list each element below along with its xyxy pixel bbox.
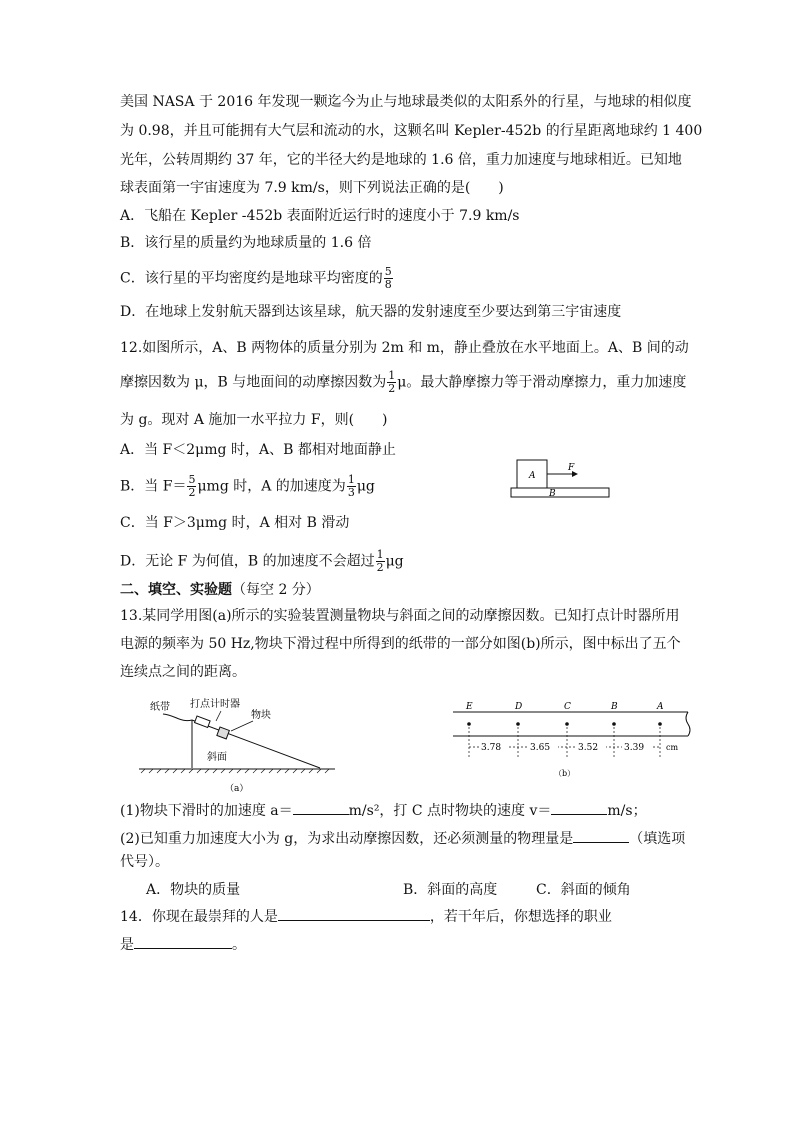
q11-option-d: D．在地球上发射航天器到达该星球，航天器的发射速度至少要达到第三宇宙速度 — [120, 304, 622, 320]
q11-option-c-text: C．该行星的平均密度约是地球平均密度的 — [120, 270, 383, 287]
point-label-e: E — [466, 702, 473, 712]
block-label: 物块 — [251, 710, 271, 721]
q12-line-3: 为 g。现对 A 施加一水平拉力 F，则( ) — [120, 412, 388, 428]
fraction — [384, 266, 393, 291]
q12-line-2-text-b: μ。最大静摩擦力等于滑动摩擦力，重力加速度 — [397, 374, 687, 391]
fraction — [347, 474, 356, 499]
q12-option-b-text-a: B．当 F＝ — [120, 478, 187, 495]
fraction-numerator: 1 — [347, 473, 355, 486]
timer-pointer — [216, 711, 221, 721]
q13-part-1-text-c: m/s； — [607, 803, 647, 819]
block-b-label: B — [549, 489, 556, 499]
q13-figure-a — [135, 693, 345, 795]
idol-blank[interactable] — [278, 906, 430, 921]
section-2-note: （每空 2 分） — [232, 582, 320, 598]
section-2-title: 二、填空、实验题 — [120, 582, 232, 598]
point-label-b: B — [611, 702, 618, 712]
q13-part-1-text-b: m/s²，打 C 点时物块的速度 v＝ — [348, 803, 552, 819]
fraction-denominator: 2 — [388, 382, 396, 395]
distance-ed: 3.78 — [481, 743, 502, 753]
distance-cb: 3.52 — [578, 743, 599, 753]
q13-option-c: C．斜面的倾角 — [536, 882, 631, 898]
q13-option-b: B．斜面的高度 — [403, 882, 498, 898]
fraction — [187, 474, 196, 499]
fraction-denominator: 2 — [376, 561, 384, 574]
q13-part-1-text-a: (1)物块下滑时的加速度 a＝ — [120, 803, 293, 819]
q12-option-b — [120, 474, 375, 499]
q14-text-a: 14．你现在最崇拜的人是 — [120, 909, 278, 925]
q13-figure-b — [448, 697, 694, 782]
point-a — [658, 722, 662, 726]
force-label: F — [568, 463, 575, 473]
ground-hatch — [141, 769, 329, 773]
block-shape — [217, 727, 230, 739]
acceleration-blank[interactable] — [293, 800, 349, 815]
career-blank[interactable] — [134, 934, 232, 949]
q12-option-d — [120, 549, 404, 574]
block-pointer — [231, 721, 253, 731]
q13-part-2 — [120, 828, 685, 849]
tape-torn-end — [686, 712, 690, 736]
q13-part-1 — [120, 800, 647, 821]
block-b — [511, 488, 609, 497]
point-e — [467, 722, 471, 726]
q13-line-3: 连续点之间的距离。 — [120, 664, 246, 680]
q13-part-2-text-b: （填选项 — [629, 831, 686, 847]
fraction — [376, 549, 385, 574]
timer-box — [195, 716, 211, 727]
quantity-blank[interactable] — [573, 828, 629, 843]
velocity-blank[interactable] — [551, 800, 607, 815]
timer-label: 打点计时器 — [190, 699, 240, 710]
q12-option-b-text-c: μg — [356, 478, 375, 495]
tape-label: 纸带 — [150, 702, 170, 713]
point-c — [565, 722, 569, 726]
q12-blocks-figure — [500, 455, 620, 505]
q13-part-2-cont: 代号）。 — [120, 854, 169, 870]
q11-line-3: 光年，公转周期约 37 年，它的半径大约是地球的 1.6 倍，重力加速度与地球相近。已知地 — [120, 152, 682, 168]
q13-part-2-text-a: (2)已知重力加速度大小为 g，为求出动摩擦因数，还必须测量的物理量是 — [120, 831, 574, 847]
q13-option-a: A．物块的质量 — [146, 882, 241, 898]
q13-line-2: 电源的频率为 50 Hz,物块下滑过程中所得到的纸带的一部分如图(b)所示，图中标出了五个 — [120, 636, 681, 652]
q14-line-1 — [120, 906, 612, 927]
q14-text-c: 是 — [120, 937, 134, 953]
q13-line-1: 13.某同学用图(a)所示的实验装置测量物块与斜面之间的动摩擦因数。已知打点计时器所用 — [120, 608, 680, 624]
q12-option-a: A．当 F＜2μmg 时，A、B 都相对地面静止 — [120, 442, 396, 458]
block-a-label: A — [529, 471, 536, 481]
q14-text-b: ，若干年后，你想选择的职业 — [429, 909, 612, 925]
q12-option-b-text-b: μmg 时，A 的加速度为 — [197, 478, 346, 495]
fraction-numerator: 1 — [376, 548, 384, 561]
point-d — [516, 722, 520, 726]
q12-option-d-text-b: μg — [385, 553, 404, 570]
fraction-denominator: 8 — [384, 278, 392, 291]
figure-a-caption: （a） — [225, 784, 249, 794]
q11-option-c — [120, 266, 394, 291]
q11-line-4: 球表面第一宇宙速度为 7.9 km/s，则下列说法正确的是( ) — [120, 180, 504, 196]
q14-text-d: 。 — [232, 937, 246, 953]
fraction-denominator: 3 — [347, 486, 355, 499]
unit-label: cm — [666, 743, 679, 752]
fraction-numerator: 1 — [388, 369, 396, 382]
q12-line-2 — [120, 370, 686, 395]
q11-option-a: A．飞船在 Kepler -452b 表面附近运行时的速度小于 7.9 km/s — [120, 208, 520, 224]
fraction-numerator: 5 — [384, 265, 392, 278]
point-label-c: C — [564, 702, 571, 712]
section-2-heading — [120, 580, 320, 600]
figure-b-caption: （b） — [554, 769, 576, 778]
q12-option-d-text-a: D．无论 F 为何值，B 的加速度不会超过 — [120, 553, 375, 570]
point-b — [612, 722, 616, 726]
fraction-denominator: 2 — [188, 486, 196, 499]
q11-line-2: 为 0.98，并且可能拥有大气层和流动的水，这颗名叫 Kepler-452b 的行星距离地球约 1 400 — [120, 123, 703, 139]
point-label-a: A — [657, 702, 664, 712]
paper-tape — [163, 714, 192, 721]
fraction — [387, 370, 396, 395]
fraction-numerator: 5 — [188, 473, 196, 486]
point-label-d: D — [515, 702, 523, 712]
q14-line-2 — [120, 934, 246, 955]
q12-line-1: 12.如图所示，A、B 两物体的质量分别为 2m 和 m，静止叠放在水平地面上。A、B 间的动 — [120, 340, 689, 356]
q11-option-b: B．该行星的质量约为地球质量的 1.6 倍 — [120, 235, 372, 251]
q12-line-2-text-a: 摩擦因数为 μ，B 与地面间的动摩擦因数为 — [120, 374, 387, 391]
distance-ba: 3.39 — [624, 743, 645, 753]
incline-label: 斜面 — [207, 752, 227, 763]
distance-dc: 3.65 — [530, 743, 551, 753]
q11-line-1: 美国 NASA 于 2016 年发现一颗迄今为止与地球最类似的太阳系外的行星，与地球的相似度 — [120, 94, 692, 110]
q12-option-c: C．当 F＞3μmg 时，A 相对 B 滑动 — [120, 515, 350, 531]
